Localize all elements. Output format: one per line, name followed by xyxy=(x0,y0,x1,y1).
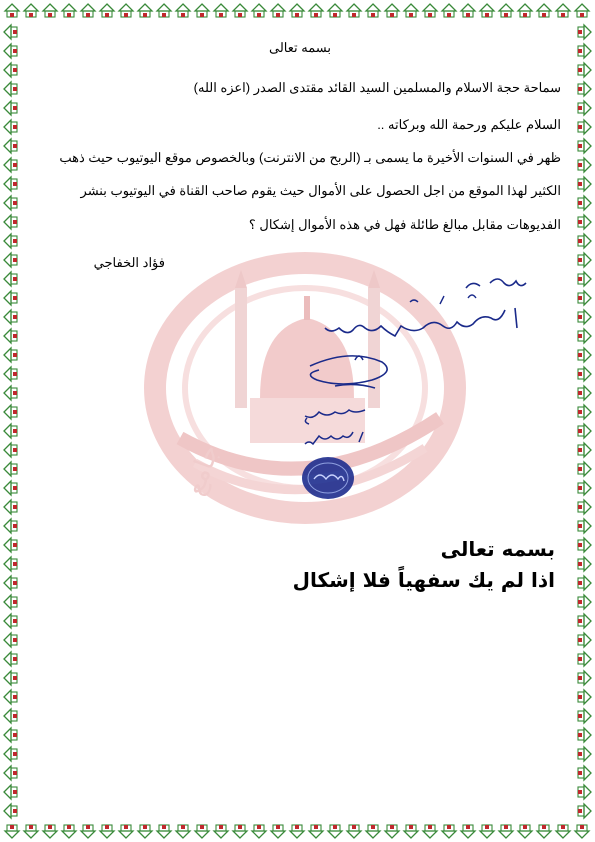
border-ornament xyxy=(578,804,591,818)
border-ornament xyxy=(578,690,591,704)
border-ornament xyxy=(385,825,399,838)
border-ornament xyxy=(4,291,17,305)
border-ornament xyxy=(4,557,17,571)
border-ornament xyxy=(4,310,17,324)
border-ornament xyxy=(578,424,591,438)
letter-line-question-3: الفديوهات مقابل مبالغ طائلة فهل في هذه الأموال إشكال ؟ xyxy=(248,217,561,232)
border-ornament xyxy=(4,728,17,742)
border-ornament xyxy=(537,825,551,838)
border-ornament xyxy=(43,4,57,17)
border-ornament xyxy=(233,4,247,17)
border-ornament xyxy=(4,538,17,552)
border-ornament xyxy=(214,825,228,838)
border-ornament xyxy=(157,4,171,17)
border-ornament xyxy=(347,4,361,17)
border-ornament xyxy=(4,633,17,647)
border-ornament xyxy=(578,367,591,381)
border-ornament xyxy=(81,4,95,17)
border-ornament xyxy=(4,386,17,400)
border-ornament xyxy=(62,825,76,838)
border-ornament xyxy=(119,825,133,838)
border-ornament xyxy=(4,44,17,58)
border-ornament xyxy=(4,804,17,818)
bottom-decorative-border xyxy=(0,820,595,842)
border-ornament xyxy=(578,25,591,39)
border-ornament xyxy=(423,825,437,838)
border-ornament xyxy=(290,825,304,838)
border-ornament xyxy=(480,825,494,838)
border-ornament xyxy=(518,4,532,17)
border-ornament xyxy=(578,82,591,96)
border-ornament xyxy=(4,120,17,134)
border-ornament xyxy=(328,4,342,17)
border-ornament xyxy=(578,481,591,495)
border-ornament xyxy=(157,825,171,838)
border-ornament xyxy=(4,348,17,362)
border-ornament xyxy=(578,671,591,685)
right-decorative-border xyxy=(573,0,595,842)
handwritten-reply xyxy=(290,268,550,338)
border-ornament xyxy=(578,538,591,552)
letter-line-question-2: الكثير لهذا الموقع من اجل الحصول على الأموال حيث يقوم صاحب القناة في اليوتيوب بنشر xyxy=(80,183,561,198)
border-ornament xyxy=(4,424,17,438)
border-ornament xyxy=(4,690,17,704)
border-ornament xyxy=(347,825,361,838)
border-ornament xyxy=(578,614,591,628)
border-ornament xyxy=(578,443,591,457)
border-ornament xyxy=(309,4,323,17)
answer-heading: بسمه تعالى xyxy=(440,537,555,561)
border-ornament xyxy=(4,272,17,286)
border-ornament xyxy=(442,4,456,17)
border-ornament xyxy=(578,310,591,324)
border-ornament xyxy=(578,234,591,248)
border-ornament xyxy=(4,595,17,609)
border-ornament xyxy=(328,825,342,838)
border-ornament xyxy=(385,4,399,17)
border-ornament xyxy=(138,825,152,838)
border-ornament xyxy=(578,196,591,210)
border-ornament xyxy=(4,405,17,419)
border-ornament xyxy=(214,4,228,17)
border-ornament xyxy=(461,825,475,838)
border-ornament xyxy=(4,82,17,96)
letter-heading: بسمه تعالى xyxy=(269,40,331,55)
border-ornament xyxy=(271,4,285,17)
border-ornament xyxy=(578,500,591,514)
border-ornament xyxy=(233,825,247,838)
border-ornament xyxy=(578,766,591,780)
border-ornament xyxy=(578,557,591,571)
border-ornament xyxy=(100,825,114,838)
border-ornament xyxy=(4,196,17,210)
answer-ruling: اذا لم يك سفهياً فلا إشكال xyxy=(292,568,555,592)
top-decorative-border xyxy=(0,0,595,22)
border-ornament xyxy=(4,63,17,77)
border-ornament xyxy=(4,101,17,115)
border-ornament xyxy=(4,25,17,39)
border-ornament xyxy=(480,4,494,17)
border-ornament xyxy=(556,4,570,17)
border-ornament xyxy=(176,4,190,17)
border-ornament xyxy=(4,177,17,191)
border-ornament xyxy=(578,272,591,286)
border-ornament xyxy=(578,63,591,77)
border-ornament xyxy=(366,4,380,17)
border-ornament xyxy=(4,747,17,761)
border-ornament xyxy=(119,4,133,17)
border-ornament xyxy=(578,291,591,305)
border-ornament xyxy=(578,462,591,476)
border-ornament xyxy=(24,825,38,838)
border-ornament xyxy=(518,825,532,838)
border-ornament xyxy=(62,4,76,17)
letter-line-addressee: سماحة حجة الاسلام والمسلمين السيد القائد مقتدى الصدر (اعزه الله) xyxy=(193,80,561,95)
border-ornament xyxy=(195,4,209,17)
border-ornament xyxy=(499,4,513,17)
border-ornament xyxy=(404,4,418,17)
border-ornament xyxy=(4,234,17,248)
border-ornament xyxy=(271,825,285,838)
border-ornament xyxy=(4,671,17,685)
border-ornament xyxy=(578,709,591,723)
border-ornament xyxy=(578,177,591,191)
border-ornament xyxy=(4,481,17,495)
border-ornament xyxy=(4,462,17,476)
border-ornament xyxy=(461,4,475,17)
border-ornament xyxy=(578,519,591,533)
border-ornament xyxy=(423,4,437,17)
border-ornament xyxy=(43,825,57,838)
letter-line-question-1: ظهر في السنوات الأخيرة ما يسمى بـ (الربح من الانترنت) وبالخصوص موقع اليوتيوب حيث ذهب xyxy=(59,150,561,165)
border-ornament xyxy=(578,386,591,400)
left-decorative-border xyxy=(0,0,22,842)
border-ornament xyxy=(100,4,114,17)
border-ornament xyxy=(4,766,17,780)
border-ornament xyxy=(309,825,323,838)
border-ornament xyxy=(578,747,591,761)
border-ornament xyxy=(4,139,17,153)
border-ornament xyxy=(578,785,591,799)
border-ornament xyxy=(499,825,513,838)
official-seal-stamp xyxy=(300,455,356,501)
border-ornament xyxy=(537,4,551,17)
border-ornament xyxy=(195,825,209,838)
border-ornament xyxy=(578,405,591,419)
border-ornament xyxy=(81,825,95,838)
border-ornament xyxy=(578,215,591,229)
border-ornament xyxy=(4,785,17,799)
border-ornament xyxy=(4,519,17,533)
border-ornament xyxy=(366,825,380,838)
border-ornament xyxy=(4,576,17,590)
border-ornament xyxy=(4,215,17,229)
border-ornament xyxy=(578,595,591,609)
border-ornament xyxy=(578,44,591,58)
border-ornament xyxy=(578,253,591,267)
border-ornament xyxy=(252,4,266,17)
border-ornament xyxy=(578,728,591,742)
border-ornament xyxy=(4,367,17,381)
border-ornament xyxy=(578,576,591,590)
border-ornament xyxy=(442,825,456,838)
border-ornament xyxy=(4,443,17,457)
border-ornament xyxy=(578,348,591,362)
border-ornament xyxy=(578,329,591,343)
signature-flourish xyxy=(300,352,395,397)
signature-name-and-date xyxy=(295,402,375,457)
border-ornament xyxy=(4,329,17,343)
border-ornament xyxy=(4,709,17,723)
border-ornament xyxy=(556,825,570,838)
border-ornament xyxy=(4,158,17,172)
border-ornament xyxy=(290,4,304,17)
border-ornament xyxy=(578,158,591,172)
border-ornament xyxy=(4,652,17,666)
border-ornament xyxy=(578,633,591,647)
letter-sender-name: فؤاد الخفاجي xyxy=(93,255,165,270)
border-ornament xyxy=(4,614,17,628)
border-ornament xyxy=(176,825,190,838)
letter-line-greeting: السلام عليكم ورحمة الله وبركاته .. xyxy=(377,117,561,132)
border-ornament xyxy=(4,500,17,514)
border-ornament xyxy=(578,120,591,134)
border-ornament xyxy=(578,652,591,666)
watermark-partial-text: جامع xyxy=(179,440,226,500)
border-ornament xyxy=(24,4,38,17)
border-ornament xyxy=(138,4,152,17)
border-ornament xyxy=(578,101,591,115)
border-ornament xyxy=(252,825,266,838)
border-ornament xyxy=(4,253,17,267)
border-ornament xyxy=(578,139,591,153)
border-ornament xyxy=(404,825,418,838)
